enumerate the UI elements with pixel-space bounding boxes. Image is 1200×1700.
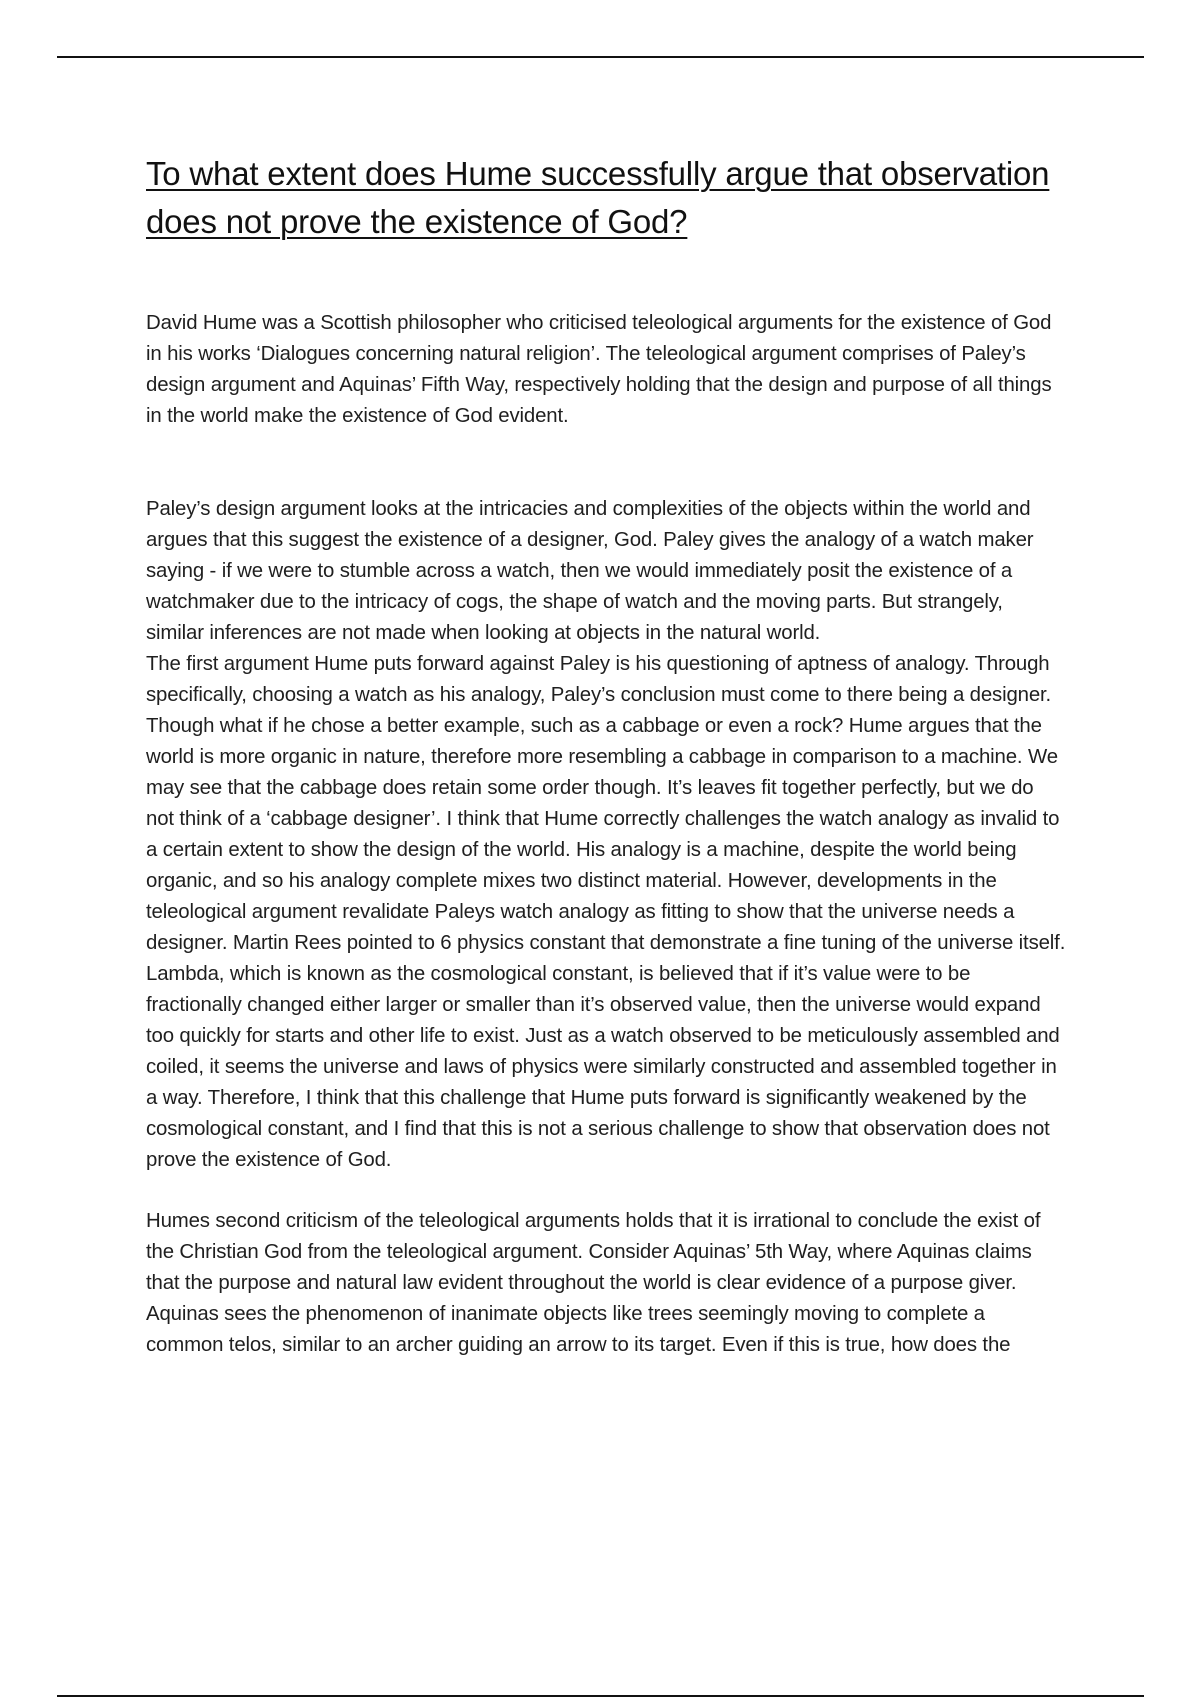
document-body <box>146 150 1066 1361</box>
document-title: To what extent does Hume successfully argue that observation does not prove the existence of God? <box>146 155 1050 240</box>
header-rule <box>57 56 1144 58</box>
paragraph-first-argument: The first argument Hume puts forward against Paley is his questioning of aptness of analogy. Through specifically, choosing a watch as his analogy, Paley’s conclusion must come to there being a designer. Though what if he chose a better example, such as a cabbage or even a rock? Hume argues that the world is more organic in nature, therefore more resembling a cabbage in comparison to a machine. We may see that the cabbage does retain some order though. It’s leaves fit together perfectly, but we do not think of a ‘cabbage designer’. I think that Hume correctly challenges the watch analogy as invalid to a certain extent to show the design of the world. His analogy is a machine, despite the world being organic, and so his analogy complete mixes two distinct material. However, developments in the teleological argument revalidate Paleys watch analogy as fitting to show that the universe needs a designer. Martin Rees pointed to 6 physics constant that demonstrate a fine tuning of the universe itself. Lambda, which is known as the cosmological constant, is believed that if it’s value were to be fractionally changed either larger or smaller than it’s observed value, then the universe would expand too quickly for starts and other life to exist. Just as a watch observed to be meticulously assembled and coiled, it seems the universe and laws of physics were similarly constructed and assembled together in a way. Therefore, I think that this challenge that Hume puts forward is significantly weakened by the cosmological constant, and I find that this is not a serious challenge to show that observation does not prove the existence of God. <box>146 653 1066 1171</box>
paragraph-paley-design: Paley’s design argument looks at the intricacies and complexities of the objects within the world and argues that this suggest the existence of a designer, God. Paley gives the analogy of a watch maker saying - if we were to stumble across a watch, then we would immediately posit the existence of a watchmaker due to the intricacy of cogs, the shape of watch and the moving parts. But strangely, similar inferences are not made when looking at objects in the natural world. <box>146 498 1034 644</box>
paragraph-second-criticism: Humes second criticism of the teleological arguments holds that it is irrational to conclude the exist of the Christian God from the teleological argument. Consider Aquinas’ 5th Way, where Aquinas claims that the purpose and natural law evident throughout the world is clear evidence of a purpose giver. Aquinas sees the phenomenon of inanimate objects like trees seemingly moving to complete a common telos, similar to an archer guiding an arrow to its target. Even if this is true, how does the <box>146 1210 1041 1356</box>
footer-rule <box>57 1695 1144 1697</box>
paragraph-introduction: David Hume was a Scottish philosopher who criticised teleological arguments for the existence of God in his works ‘Dialogues concerning natural religion’. The teleological argument comprises of Paley’s design argument and Aquinas’ Fifth Way, respectively holding that the design and purpose of all things in the world make the existence of God evident. <box>146 312 1052 427</box>
